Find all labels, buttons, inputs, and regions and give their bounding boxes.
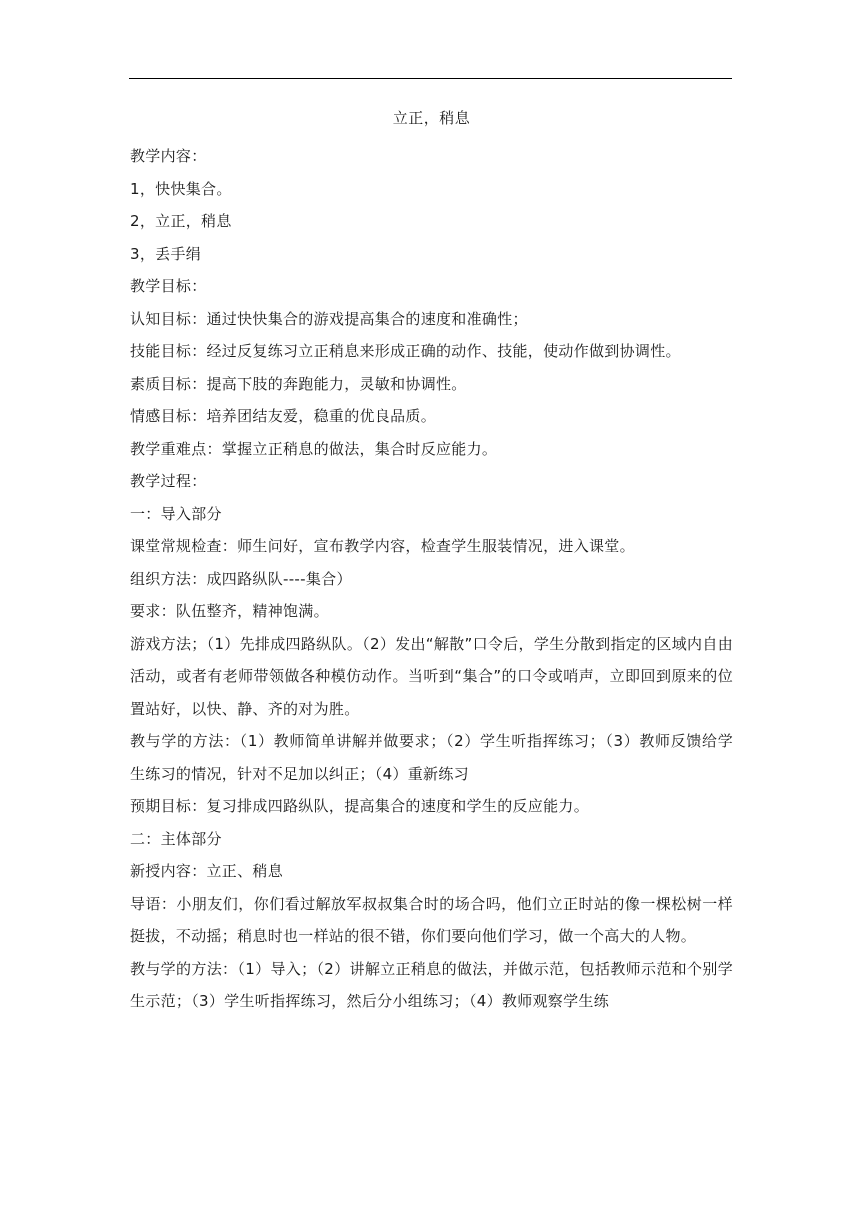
paragraph-teaching-method-1: 教与学的方法：（1）教师简单讲解并做要求；（2）学生听指挥练习；（3）教师反馈给学生练习的情况，针对不足加以纠正；（4）重新练习 [130, 732, 733, 783]
paragraph-item-2: 2，立正，稍息 [130, 212, 232, 230]
paragraph-skill-goal: 技能目标：经过反复练习立正稍息来形成正确的动作、技能，使动作做到协调性。 [130, 342, 681, 360]
paragraph-routine-check: 课堂常规检查：师生问好，宣布教学内容，检查学生服装情况，进入课堂。 [130, 537, 635, 555]
section-heading-intro: 一：导入部分 [130, 504, 222, 523]
paragraph-requirements: 要求：队伍整齐，精神饱满。 [130, 602, 329, 620]
paragraph-emotional-goal: 情感目标：培养团结友爱，稳重的优良品质。 [130, 407, 437, 425]
section-heading-main: 二：主体部分 [130, 829, 222, 848]
paragraph-teaching-content: 教学内容： [130, 147, 207, 165]
paragraph-game-method: 游戏方法；（1）先排成四路纵队。（2）发出“解散”口令后，学生分散到指定的区域内自由活动，或者有老师带领做各种模仿动作。当听到“集合”的口令或哨声，立即回到原来的位置站好，以快、静、齐的对为胜。 [130, 634, 733, 718]
paragraph-cognitive-goal: 认知目标：通过快快集合的游戏提高集合的速度和准确性； [130, 309, 528, 328]
document-title: 立正，稍息 [392, 109, 471, 127]
document-body [130, 108, 733, 1018]
paragraph-key-points: 教学重难点：掌握立正稍息的做法，集合时反应能力。 [130, 439, 498, 458]
paragraph-teaching-method-2: 教与学的方法：（1）导入；（2）讲解立正稍息的做法，并做示范，包括教师示范和个别学生示范；（3）学生听指挥练习，然后分小组练习；（4）教师观察学生练 [130, 959, 733, 1010]
header-rule [129, 78, 732, 79]
paragraph-new-content: 新授内容：立正、稍息 [130, 862, 284, 880]
paragraph-quality-goal: 素质目标：提高下肢的奔跑能力，灵敏和协调性。 [130, 374, 467, 393]
paragraph-item-1: 1，快快集合。 [130, 179, 232, 198]
paragraph-teaching-process: 教学过程： [130, 472, 207, 490]
paragraph-expected-goal: 预期目标：复习排成四路纵队，提高集合的速度和学生的反应能力。 [130, 797, 590, 815]
paragraph-item-3: 3，丢手绢 [130, 244, 202, 263]
paragraph-introduction: 导语：小朋友们，你们看过解放军叔叔集合时的场合吗，他们立正时站的像一棵松树一样挺拔，不动摇；稍息时也一样站的很不错，你们要向他们学习，做一个高大的人物。 [130, 894, 733, 945]
paragraph-teaching-goals: 教学目标： [130, 277, 207, 295]
paragraph-organization: 组织方法：成四路纵队----集合） [130, 569, 352, 588]
